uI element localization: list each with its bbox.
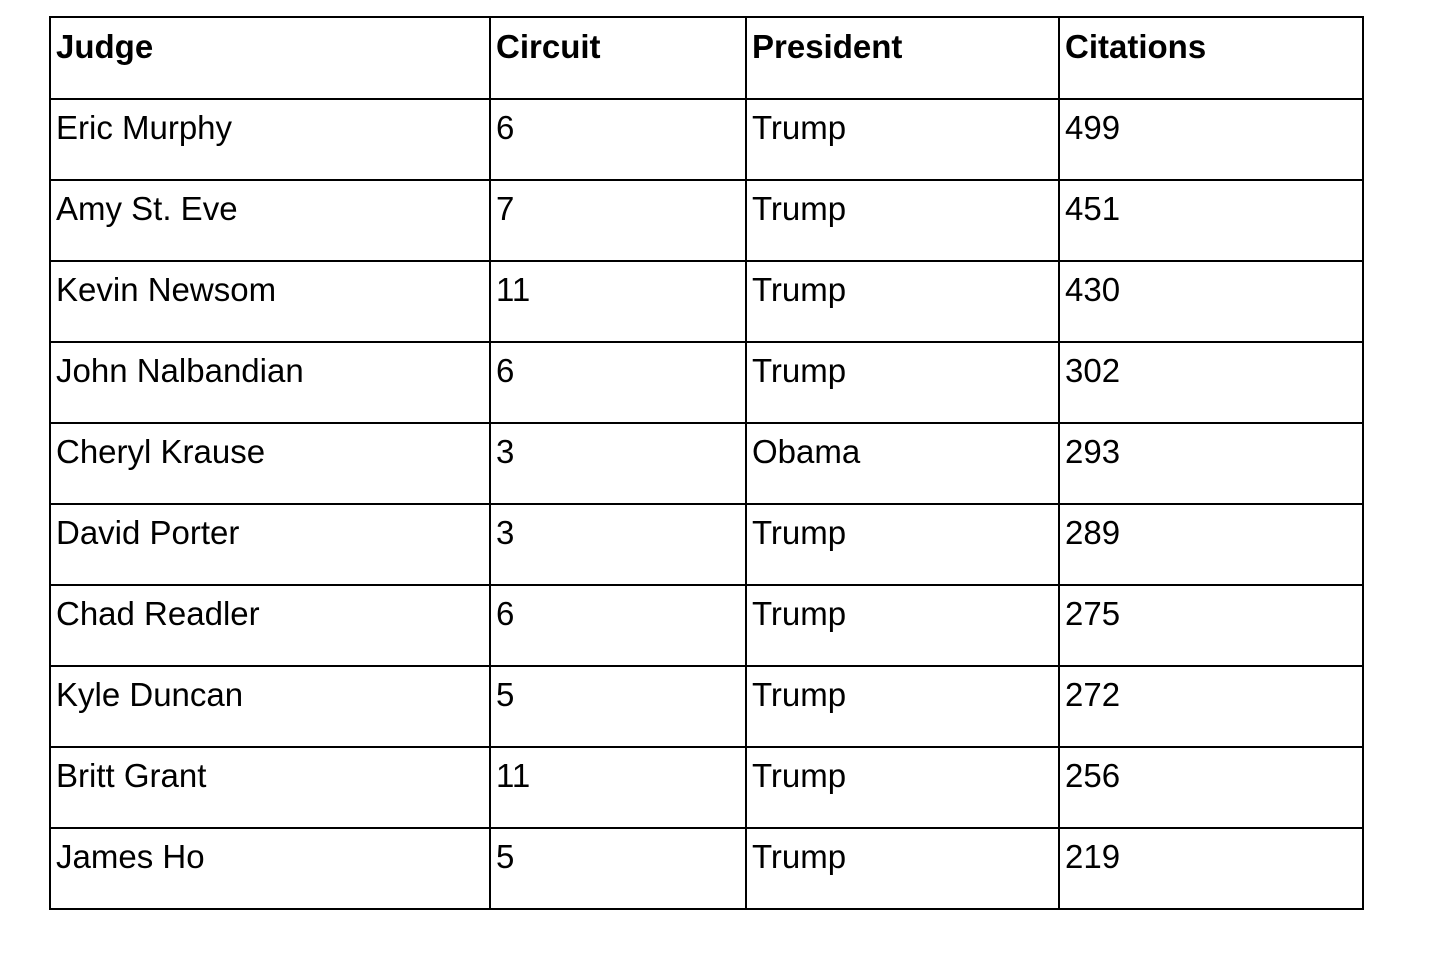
cell-circuit: 6 [490, 99, 746, 180]
header-citations: Citations [1059, 17, 1363, 99]
header-judge: Judge [50, 17, 490, 99]
cell-circuit: 5 [490, 828, 746, 909]
cell-citations: 430 [1059, 261, 1363, 342]
cell-judge: Britt Grant [50, 747, 490, 828]
cell-judge: John Nalbandian [50, 342, 490, 423]
cell-circuit: 6 [490, 585, 746, 666]
cell-citations: 289 [1059, 504, 1363, 585]
cell-citations: 275 [1059, 585, 1363, 666]
table-row [50, 828, 1363, 909]
cell-judge: James Ho [50, 828, 490, 909]
table-row [50, 423, 1363, 504]
cell-judge: Amy St. Eve [50, 180, 490, 261]
header-president: President [746, 17, 1059, 99]
cell-circuit: 3 [490, 504, 746, 585]
cell-judge: Kyle Duncan [50, 666, 490, 747]
cell-citations: 219 [1059, 828, 1363, 909]
cell-president: Trump [746, 180, 1059, 261]
cell-citations: 451 [1059, 180, 1363, 261]
cell-judge: David Porter [50, 504, 490, 585]
cell-circuit: 7 [490, 180, 746, 261]
table-row [50, 99, 1363, 180]
cell-citations: 302 [1059, 342, 1363, 423]
cell-citations: 293 [1059, 423, 1363, 504]
table-row [50, 180, 1363, 261]
cell-circuit: 11 [490, 747, 746, 828]
table-row [50, 585, 1363, 666]
cell-president: Trump [746, 828, 1059, 909]
cell-circuit: 11 [490, 261, 746, 342]
cell-president: Trump [746, 666, 1059, 747]
cell-judge: Cheryl Krause [50, 423, 490, 504]
cell-citations: 272 [1059, 666, 1363, 747]
table-row [50, 261, 1363, 342]
table-row [50, 504, 1363, 585]
header-row [50, 17, 1363, 99]
cell-circuit: 5 [490, 666, 746, 747]
table-row [50, 666, 1363, 747]
cell-judge: Kevin Newsom [50, 261, 490, 342]
judges-citations-table [49, 16, 1364, 910]
cell-president: Trump [746, 261, 1059, 342]
cell-circuit: 3 [490, 423, 746, 504]
header-circuit: Circuit [490, 17, 746, 99]
cell-president: Trump [746, 342, 1059, 423]
cell-president: Trump [746, 747, 1059, 828]
table-row [50, 747, 1363, 828]
cell-president: Trump [746, 99, 1059, 180]
cell-judge: Eric Murphy [50, 99, 490, 180]
table-row [50, 342, 1363, 423]
cell-judge: Chad Readler [50, 585, 490, 666]
cell-citations: 499 [1059, 99, 1363, 180]
cell-president: Trump [746, 585, 1059, 666]
cell-president: Obama [746, 423, 1059, 504]
cell-citations: 256 [1059, 747, 1363, 828]
cell-circuit: 6 [490, 342, 746, 423]
cell-president: Trump [746, 504, 1059, 585]
